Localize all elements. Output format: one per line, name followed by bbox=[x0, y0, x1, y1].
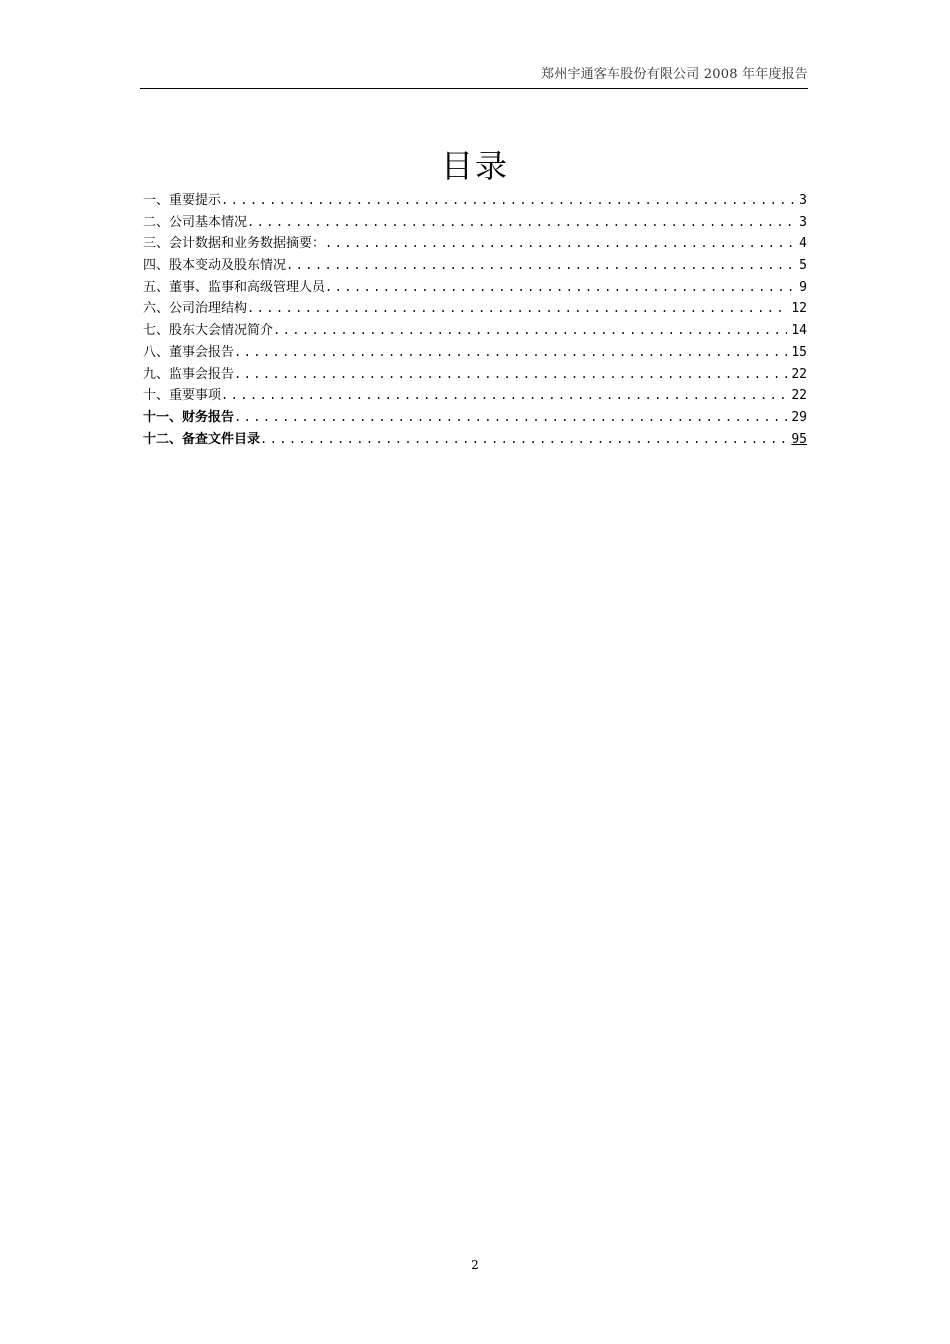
page-number: 2 bbox=[471, 1258, 479, 1272]
toc-dot-leader bbox=[234, 342, 787, 364]
toc-entry-label: 四、股本变动及股东情况 bbox=[143, 258, 287, 274]
toc-entry-governance[interactable] bbox=[143, 298, 807, 320]
toc-entry-page: 5 bbox=[799, 258, 807, 274]
toc-dot-leader bbox=[247, 212, 795, 234]
toc-entry-page: 22 bbox=[791, 388, 807, 404]
toc-dot-leader bbox=[234, 364, 787, 386]
toc-dot-leader bbox=[247, 298, 787, 320]
toc-entry-label: 十二、备查文件目录 bbox=[143, 431, 261, 447]
toc-entry-page: 15 bbox=[791, 344, 807, 360]
toc-dot-leader bbox=[325, 233, 795, 255]
toc-entry-page: 29 bbox=[791, 409, 807, 425]
toc-entry-reference-documents[interactable] bbox=[143, 429, 807, 451]
toc-entry-share-changes[interactable] bbox=[143, 255, 807, 277]
toc-entry-label: 六、公司治理结构 bbox=[143, 301, 248, 317]
toc-entry-label: 十、重要事项 bbox=[143, 388, 222, 404]
toc-entry-page-link[interactable]: 95 bbox=[791, 431, 807, 447]
toc-entry-label: 九、监事会报告 bbox=[143, 366, 235, 382]
toc-entry-page: 4 bbox=[799, 236, 807, 252]
toc-entry-directors[interactable] bbox=[143, 277, 807, 299]
toc-entry-page: 22 bbox=[791, 366, 807, 382]
toc-entry-label: 二、公司基本情况 bbox=[143, 214, 248, 230]
toc-entry-company-info[interactable] bbox=[143, 212, 807, 234]
toc-entry-label: 七、股东大会情况简介 bbox=[143, 323, 274, 339]
toc-dot-leader bbox=[286, 255, 795, 277]
page-header bbox=[140, 64, 808, 89]
toc-entry-label: 五、董事、监事和高级管理人员 bbox=[143, 279, 326, 295]
toc-entry-page: 9 bbox=[799, 279, 807, 295]
toc-dot-leader bbox=[234, 407, 787, 429]
toc-entry-label: 一、重要提示 bbox=[143, 193, 222, 208]
toc-dot-leader bbox=[221, 190, 795, 212]
toc-entry-important-notice[interactable] bbox=[143, 190, 807, 212]
toc-entry-board-report[interactable] bbox=[143, 342, 807, 364]
toc-entry-page: 3 bbox=[799, 193, 807, 208]
toc-entry-page: 14 bbox=[791, 323, 807, 339]
toc-dot-leader bbox=[221, 385, 787, 407]
toc-title: 目录 bbox=[440, 147, 509, 185]
table-of-contents bbox=[143, 190, 807, 450]
toc-entry-label: 三、会计数据和业务数据摘要： bbox=[143, 236, 326, 252]
toc-dot-leader bbox=[273, 320, 787, 342]
toc-entry-accounting-data[interactable] bbox=[143, 233, 807, 255]
toc-entry-financial-report[interactable] bbox=[143, 407, 807, 429]
toc-entry-page: 3 bbox=[799, 214, 807, 230]
toc-dot-leader bbox=[325, 277, 795, 299]
toc-dot-leader bbox=[260, 429, 787, 451]
toc-entry-shareholder-meeting[interactable] bbox=[143, 320, 807, 342]
toc-entry-label: 八、董事会报告 bbox=[143, 344, 235, 360]
header-title: 郑州宇通客车股份有限公司 2008 年年度报告 bbox=[541, 67, 808, 82]
toc-entry-page: 12 bbox=[791, 301, 807, 317]
toc-entry-label: 十一、财务报告 bbox=[143, 409, 235, 425]
toc-entry-significant-events[interactable] bbox=[143, 385, 807, 407]
toc-entry-supervisory-report[interactable] bbox=[143, 364, 807, 386]
